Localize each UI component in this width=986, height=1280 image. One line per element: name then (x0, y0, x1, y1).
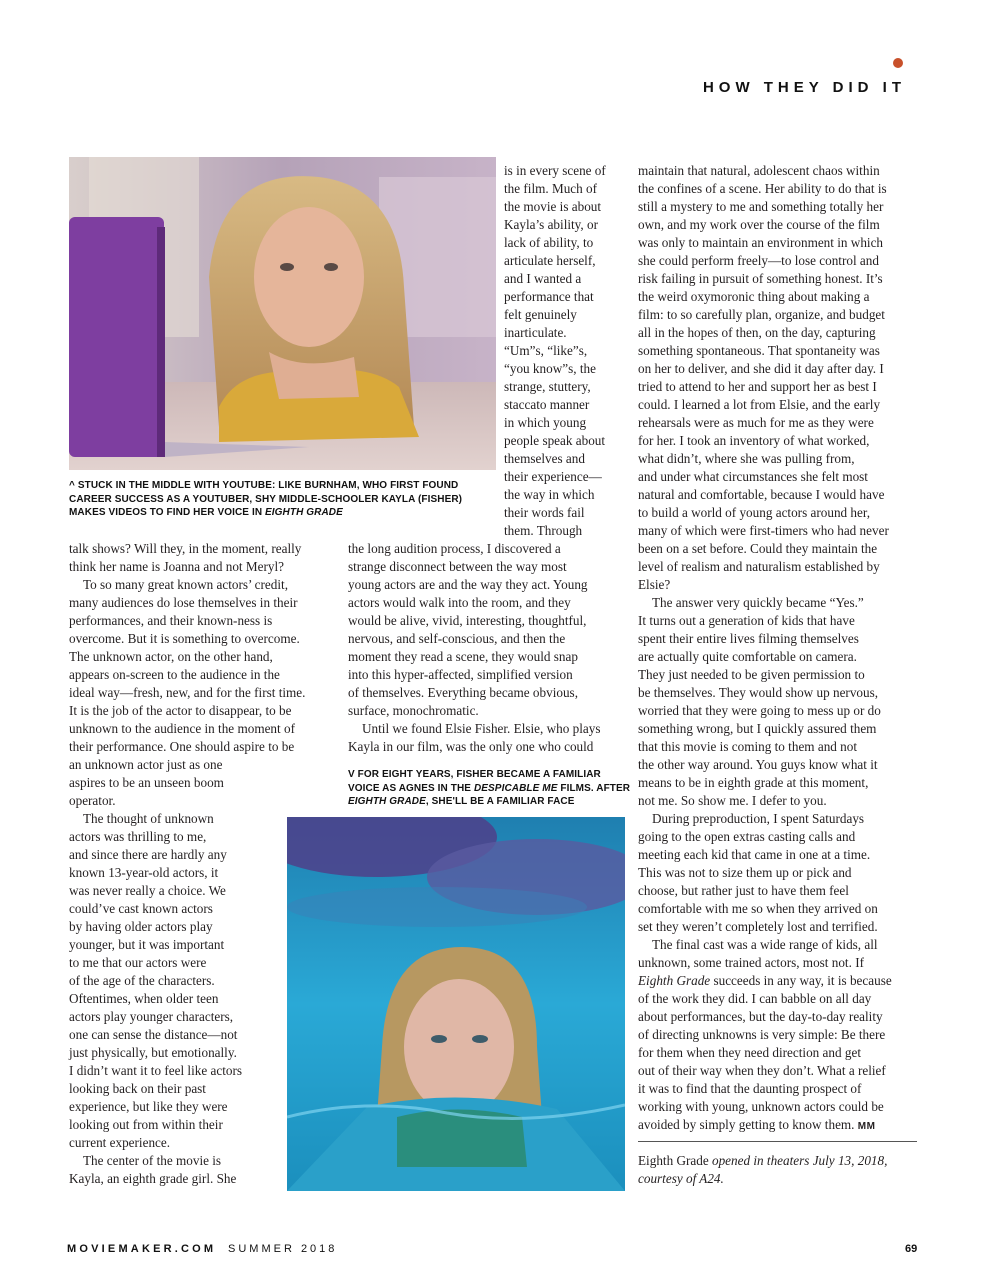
right-line: During preproduction, I spent Saturdays (652, 811, 865, 826)
middle-top-line: lack of ability, to (504, 235, 594, 250)
middle-line: Until we found Elsie Fisher. Elsie, who plays (362, 721, 601, 736)
middle-top-line: the way in which (504, 487, 595, 502)
middle-top-line: inarticulate. (504, 325, 567, 340)
left-line: their performance. One should aspire to be (69, 739, 295, 754)
left-line: talk shows? Will they, in the moment, really (69, 541, 302, 556)
right-line: she could perform freely—to lose control and (638, 253, 879, 268)
right-line: avoided by simply getting to know them. MM (638, 1117, 876, 1132)
left-line: an unknown actor just as one (69, 757, 223, 772)
right-line: The final cast was a wide range of kids, all (652, 937, 878, 952)
left-line: aspires to be an unseen boom (69, 775, 224, 790)
caption-arrow-up-icon: ^ (69, 480, 75, 491)
right-line: unknown, some trained actors, most not. If (638, 955, 864, 970)
right-line: working with young, unknown actors could be (638, 1099, 884, 1114)
right-line: about performances, but the day-to-day reality (638, 1009, 883, 1024)
middle-line: would be alive, vivid, interesting, thoughtful, (348, 613, 587, 628)
left-line: experience, but like they were (69, 1099, 228, 1114)
middle-top-line: “you know”s, the (504, 361, 596, 376)
right-line: risk failing in pursuit of something honest. It’s (638, 271, 883, 286)
article-column-middle (348, 540, 633, 756)
article-column-middle-top (504, 162, 629, 540)
left-line: could’ve cast known actors (69, 901, 213, 916)
left-line: one can sense the distance—not (69, 1027, 238, 1042)
right-line: natural and comfortable, because I would have (638, 487, 885, 502)
right-line: for them when they need direction and get (638, 1045, 862, 1060)
right-line: the weird oxymoronic thing about making a (638, 289, 870, 304)
right-line: something wrong, but I quickly assured them (638, 721, 877, 736)
photo-caption-1 (69, 479, 497, 520)
middle-top-line: Kayla’s ability, or (504, 217, 598, 232)
right-line: film: to so carefully plan, organize, and budget (638, 307, 885, 322)
right-line: choose, but rather just to have them feel (638, 883, 849, 898)
middle-line: the long audition process, I discovered a (348, 541, 561, 556)
left-line: current experience. (69, 1135, 171, 1150)
end-rule (638, 1141, 917, 1142)
left-line: known 13-year-old actors, it (69, 865, 219, 880)
left-line: actors play younger characters, (69, 1009, 234, 1024)
right-line: something spontaneous. That spontaneity was (638, 343, 880, 358)
middle-top-line: articulate herself, (504, 253, 596, 268)
left-line: The unknown actor, on the other hand, (69, 649, 273, 664)
right-line: all in the hopes of then, on the day, capturing (638, 325, 876, 340)
right-line: the other way around. You guys know what it (638, 757, 878, 772)
right-line: the confines of a scene. Her ability to do that is (638, 181, 887, 196)
right-line: still a mystery to me and something totally her (638, 199, 884, 214)
middle-top-line: felt genuinely (504, 307, 577, 322)
middle-top-line: performance that (504, 289, 594, 304)
right-line: It turns out a generation of kids that have (638, 613, 855, 628)
right-line: what didn’t, where she was pulling from, (638, 451, 855, 466)
left-line: ideal way—fresh, new, and for the first time. (69, 685, 306, 700)
middle-line: strange disconnect between the way most (348, 559, 567, 574)
left-line: I didn’t want it to feel like actors (69, 1063, 242, 1078)
right-line: it was to find that the daunting prospect of (638, 1081, 862, 1096)
left-line: Oftentimes, when older teen (69, 991, 219, 1006)
footer-site: MOVIEMAKER.COM (67, 1243, 217, 1255)
left-line: by having older actors play (69, 919, 213, 934)
photo-kayla-pool (287, 817, 625, 1191)
middle-top-line: their words fail (504, 505, 585, 520)
right-line: set they weren’t completely lost and terrified. (638, 919, 878, 934)
right-line: be themselves. They would show up nervous, (638, 685, 879, 700)
right-line: and under what circumstances she felt most (638, 469, 868, 484)
left-line: performances, and their known-ness is (69, 613, 273, 628)
caption-text: STUCK IN THE MIDDLE WITH YOUTUBE: LIKE BURNHAM, WHO FIRST FOUND CAREER SUCCESS AS A YOUTUBER, SHY MIDDLE-SCHOOLER KAYLA (FISHER) MAKES VIDEOS TO FIND HER VOICE IN (69, 480, 463, 518)
right-line: Eighth Grade succeeds in any way, it is because (638, 973, 892, 988)
article-column-right (638, 162, 923, 1136)
right-line: to build a world of young actors around her, (638, 505, 871, 520)
right-line: spent their entire lives filming themselves (638, 631, 859, 646)
right-line: of the work they did. I can babble on all day (638, 991, 872, 1006)
left-line: Kayla, an eighth grade girl. She (69, 1171, 237, 1186)
middle-top-line: people speak about (504, 433, 606, 448)
right-line: Elsie? (638, 577, 671, 592)
middle-top-line: staccato manner (504, 397, 590, 412)
photo-kayla-laptop (69, 157, 496, 470)
left-line: The thought of unknown (83, 811, 214, 826)
middle-line: surface, monochromatic. (348, 703, 479, 718)
right-line: maintain that natural, adolescent chaos within (638, 163, 880, 178)
end-mark: MM (854, 1121, 876, 1132)
right-line: own, and my work over the course of the film (638, 217, 880, 232)
right-line: on her to deliver, and she did it day after day. I (638, 361, 884, 376)
right-line: tried to attend to her and support her as best I (638, 379, 877, 394)
right-line: level of realism and naturalism established by (638, 559, 880, 574)
credit-film-title: Eighth Grade (638, 1153, 709, 1168)
right-line: many of which were first-timers who had never (638, 523, 889, 538)
caption-film-title: EIGHTH GRADE (265, 507, 343, 518)
left-line: to me that our actors were (69, 955, 207, 970)
photo-caption-2: V FOR EIGHT YEARS, FISHER BECAME A FAMILIAR VOICE AS AGNES IN THE DESPICABLE ME FILMS. AFTER EIGHTH GRADE, SHE'LL BE A FAMILIAR FACE (348, 769, 631, 807)
section-header: HOW THEY DID IT (702, 79, 906, 96)
left-line: think her name is Joanna and not Meryl? (69, 559, 284, 574)
middle-line: moment they read a scene, they would snap (348, 649, 578, 664)
right-line: that this movie is coming to them and not (638, 739, 858, 754)
middle-line: young actors are and the way they act. Young (348, 577, 588, 592)
right-line: out of their way when they don’t. What a relief (638, 1063, 886, 1078)
left-line: looking out from within their (69, 1117, 223, 1132)
middle-top-line: themselves and (504, 451, 585, 466)
middle-top-line: strange, stuttery, (504, 379, 591, 394)
right-line: worried that they were going to mess up or do (638, 703, 881, 718)
right-line: means to be in eighth grade at this moment, (638, 775, 869, 790)
photo-kayla-laptop-image (69, 157, 496, 470)
right-line: comfortable with me so when they arrived on (638, 901, 878, 916)
middle-top-line: is in every scene of (504, 163, 606, 178)
middle-line: of themselves. Everything became obvious, (348, 685, 578, 700)
middle-line: into this hyper-affected, simplified version (348, 667, 573, 682)
left-line: and since there are hardly any (69, 847, 227, 862)
left-line: many audiences do lose themselves in their (69, 595, 298, 610)
left-line: appears on-screen to the audience in the (69, 667, 280, 682)
right-line: are actually quite comfortable on camera. (638, 649, 857, 664)
right-line: They just needed to be given permission to (638, 667, 865, 682)
left-line: younger, but it was important (69, 937, 225, 952)
left-line: The center of the movie is (83, 1153, 222, 1168)
left-line: just physically, but emotionally. (69, 1045, 237, 1060)
right-line: for her. I took an inventory of what worked, (638, 433, 870, 448)
caption-arrow-down-icon: V (348, 769, 355, 780)
left-line: of the age of the characters. (69, 973, 215, 988)
page-number: 69 (905, 1243, 918, 1255)
left-line: looking back on their past (69, 1081, 206, 1096)
middle-line: Kayla in our film, was the only one who could (348, 739, 594, 754)
middle-top-line: them. Through (504, 523, 583, 538)
left-line: unknown to the audience in the moment of (69, 721, 295, 736)
footer-issue: SUMMER 2018 (228, 1243, 338, 1255)
left-line: was never really a choice. We (69, 883, 226, 898)
middle-top-line: the film. Much of (504, 181, 598, 196)
right-line: not me. So show me. I defer to you. (638, 793, 827, 808)
left-line: operator. (69, 793, 116, 808)
section-accent-dot (893, 58, 903, 68)
middle-top-line: “Um”s, “like”s, (504, 343, 588, 358)
middle-top-line: their experience— (504, 469, 602, 484)
left-line: overcome. But it is something to overcome. (69, 631, 300, 646)
photo-kayla-pool-image (287, 817, 625, 1191)
middle-top-line: and I wanted a (504, 271, 582, 286)
left-line: To so many great known actors’ credit, (83, 577, 289, 592)
right-line: rehearsals were as much for me as they were (638, 415, 874, 430)
right-line: been on a set before. Could they maintain the (638, 541, 878, 556)
right-line: The answer very quickly became “Yes.” (652, 595, 864, 610)
right-line: meeting each kid that came in one at a time. (638, 847, 871, 862)
right-line: going to the open extras casting calls and (638, 829, 856, 844)
film-credit: Eighth Grade opened in theaters July 13, 2018, courtesy of A24. (638, 1153, 888, 1186)
middle-top-line: in which young (504, 415, 587, 430)
right-line: was only to maintain an environment in which (638, 235, 884, 250)
left-line: actors was thrilling to me, (69, 829, 207, 844)
middle-line: actors would walk into the room, and they (348, 595, 571, 610)
middle-line: nervous, and self-conscious, and then the (348, 631, 566, 646)
right-line: could. I learned a lot from Elsie, and the early (638, 397, 881, 412)
middle-top-line: the movie is about (504, 199, 602, 214)
right-line: of directing unknowns is very simple: Be there (638, 1027, 886, 1042)
left-line: It is the job of the actor to disappear, to be (69, 703, 292, 718)
right-line: This was not to size them up or pick and (638, 865, 852, 880)
